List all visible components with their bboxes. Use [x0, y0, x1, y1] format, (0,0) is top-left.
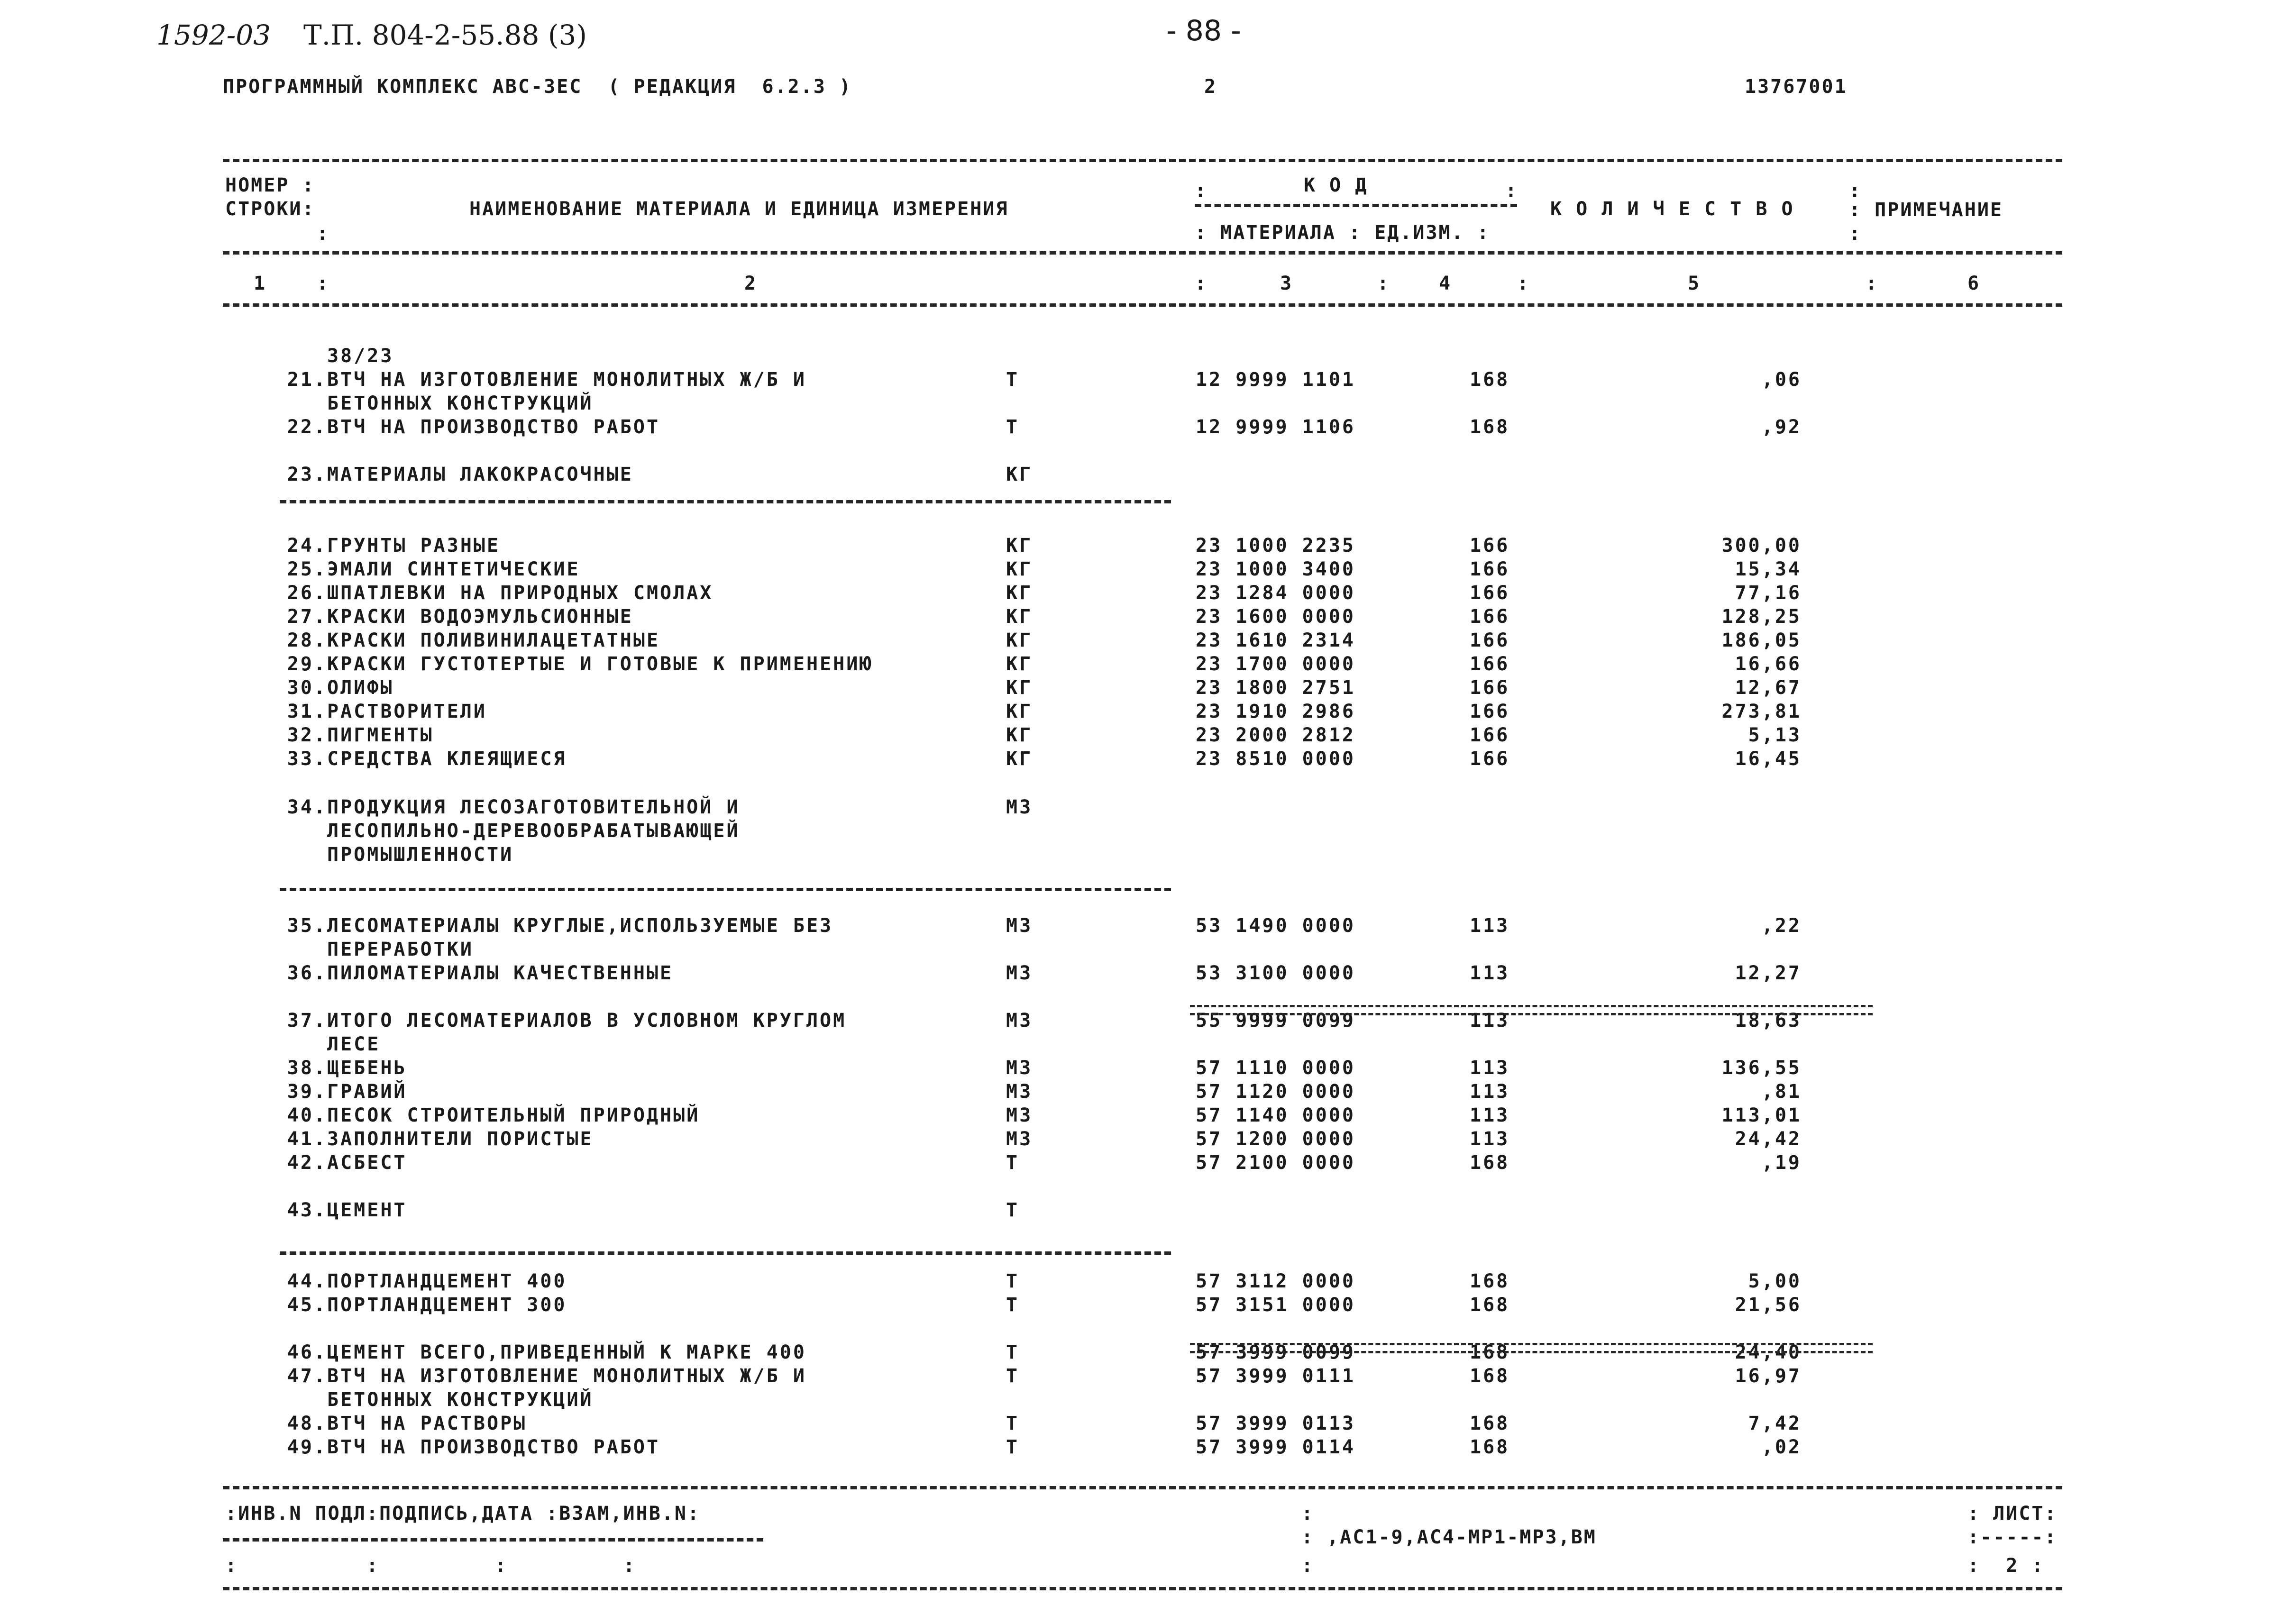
header-code-material: : МАТЕРИАЛА : ЕД.ИЗМ. : [1195, 222, 1490, 244]
material-name: ВТЧ НА ИЗГОТОВЛЕНИЕ МОНОЛИТНЫХ Ж/Б И [327, 1365, 806, 1387]
table-row [0, 1270, 2296, 1294]
material-code: 23 1610 2314 [1196, 630, 1355, 651]
column-numbers-separator [223, 303, 2062, 307]
colnum-4: 4 [1439, 273, 1452, 294]
row-number: 45. [287, 1294, 327, 1316]
material-name: ГРУНТЫ РАЗНЫЕ [327, 535, 501, 557]
table-row [0, 1081, 2296, 1104]
material-name: ВТЧ НА ПРОИЗВОДСТВО РАБОТ [327, 416, 660, 438]
table-row [0, 939, 2296, 962]
table-row [0, 1341, 2296, 1365]
footer-stamp-fields: :ИНВ.N ПОДЛ:ПОДПИСЬ,ДАТА :ВЗАМ,ИНВ.N: [225, 1503, 701, 1524]
table-row [0, 464, 2296, 487]
material-name: ПРОДУКЦИЯ ЛЕСОЗАГОТОВИТЕЛЬНОЙ И [327, 796, 740, 818]
table-row [0, 1294, 2296, 1318]
material-code: 12 9999 1106 [1196, 416, 1355, 438]
unit-code: 166 [1470, 558, 1510, 580]
unit: Т [1006, 1294, 1020, 1316]
quantity: ,06 [1761, 369, 1802, 391]
unit-code: 113 [1470, 1010, 1510, 1031]
material-name: ОЛИФЫ [327, 677, 394, 699]
material-name: СРЕДСТВА КЛЕЯЩИЕСЯ [327, 748, 567, 770]
unit-code: 168 [1470, 1294, 1510, 1316]
table-row [0, 416, 2296, 440]
material-name: ВТЧ НА ИЗГОТОВЛЕНИЕ МОНОЛИТНЫХ Ж/Б И [327, 369, 806, 391]
material-code: 57 2100 0000 [1196, 1152, 1355, 1174]
material-name: ИТОГО ЛЕСОМАТЕРИАЛОВ В УСЛОВНОМ КРУГЛОМ [327, 1010, 847, 1031]
unit-code: 168 [1470, 1413, 1510, 1434]
material-name: ЦЕМЕНТ [327, 1199, 407, 1221]
material-code: 23 1600 0000 [1196, 606, 1355, 628]
unit: Т [1006, 1413, 1020, 1434]
table-row [0, 1413, 2296, 1436]
unit: Т [1006, 1270, 1020, 1292]
material-code: 23 1800 2751 [1196, 677, 1355, 699]
quantity: 273,81 [1721, 701, 1802, 722]
unit: Т [1006, 1199, 1020, 1221]
table-row [0, 962, 2296, 986]
page-number: - 88 - [1166, 14, 1241, 47]
material-name: ЛЕСЕ [327, 1033, 381, 1055]
material-name: БЕТОННЫХ КОНСТРУКЦИЙ [327, 392, 594, 414]
document-code: Т.П. 804-2-55.88 (3) [303, 19, 587, 51]
material-code: 57 1140 0000 [1196, 1104, 1355, 1126]
quantity: 21,56 [1735, 1294, 1802, 1316]
header-code: К О Д [1304, 174, 1368, 196]
unit: Т [1006, 1152, 1020, 1174]
table-row [0, 1128, 2296, 1152]
row-number: 38. [287, 1057, 327, 1079]
material-code: 57 1110 0000 [1196, 1057, 1355, 1079]
quantity: 15,34 [1735, 558, 1802, 580]
row-number: 23. [287, 464, 327, 485]
material-code: 55 9999 0099 [1196, 1010, 1355, 1031]
quantity: 24,40 [1735, 1341, 1802, 1363]
material-name: ПОРТЛАНДЦЕМЕНТ 300 [327, 1294, 567, 1316]
sheet-mark: 2 [1204, 76, 1217, 98]
row-number: 27. [287, 606, 327, 628]
unit-code: 168 [1470, 1341, 1510, 1363]
unit: Т [1006, 369, 1020, 391]
material-name: АСБЕСТ [327, 1152, 407, 1174]
program-line: ПРОГРАММНЫЙ КОМПЛЕКС АВС-3ЕС ( РЕДАКЦИЯ 6.2.3 ) [223, 76, 852, 98]
material-name: ПОРТЛАНДЦЕМЕНТ 400 [327, 1270, 567, 1292]
unit: М3 [1006, 1104, 1033, 1126]
material-name: ЦЕМЕНТ ВСЕГО,ПРИВЕДЕННЫЙ К МАРКЕ 400 [327, 1341, 806, 1363]
row-number: 30. [287, 677, 327, 699]
header-row-no-2: СТРОКИ: [225, 198, 315, 220]
table-row [0, 1033, 2296, 1057]
header-code-left-bar: : [1195, 180, 1208, 202]
unit: КГ [1006, 724, 1033, 746]
quantity: ,81 [1761, 1081, 1802, 1103]
table-row [0, 820, 2296, 844]
material-code: 57 3151 0000 [1196, 1294, 1355, 1316]
material-code: 53 1490 0000 [1196, 915, 1355, 937]
footer-sheet-label: : ЛИСТ: [1967, 1503, 2058, 1524]
quantity: 77,16 [1735, 582, 1802, 604]
quantity: 16,45 [1735, 748, 1802, 770]
row-number: 26. [287, 582, 327, 604]
row-number: 42. [287, 1152, 327, 1174]
row-number: 44. [287, 1270, 327, 1292]
unit: М3 [1006, 1128, 1033, 1150]
quantity: ,02 [1761, 1436, 1802, 1458]
row-number: 34. [287, 796, 327, 818]
table-row [0, 535, 2296, 558]
handwritten-reference: 1592-03 [156, 19, 271, 51]
row-number: 31. [287, 701, 327, 722]
double-separator [1190, 1005, 1873, 1015]
footer-bar: : [1301, 1503, 1315, 1524]
header-note-bar-2: : [1849, 223, 1862, 245]
row-number: 22. [287, 416, 327, 438]
unit: КГ [1006, 558, 1033, 580]
unit-code: 168 [1470, 1270, 1510, 1292]
table-row [0, 345, 2296, 369]
colnum-6: 6 [1967, 273, 1981, 294]
unit-code: 166 [1470, 630, 1510, 651]
unit: М3 [1006, 962, 1033, 984]
material-name: ПЕРЕРАБОТКИ [327, 939, 474, 960]
material-name: ШПАТЛЕВКИ НА ПРИРОДНЫХ СМОЛАХ [327, 582, 713, 604]
material-name: БЕТОННЫХ КОНСТРУКЦИЙ [327, 1389, 594, 1411]
table-row [0, 558, 2296, 582]
row-number: 33. [287, 748, 327, 770]
unit-code: 166 [1470, 677, 1510, 699]
table-row [0, 701, 2296, 724]
unit: КГ [1006, 701, 1033, 722]
double-separator [1190, 1343, 1873, 1353]
unit: КГ [1006, 464, 1033, 485]
material-code: 12 9999 1101 [1196, 369, 1355, 391]
table-row [0, 1365, 2296, 1389]
unit-code: 166 [1470, 653, 1510, 675]
quantity: 12,27 [1735, 962, 1802, 984]
unit: КГ [1006, 606, 1033, 628]
unit: КГ [1006, 582, 1033, 604]
footer-cell-bars: : : : : [225, 1555, 636, 1577]
material-name: ЛЕСОПИЛЬНО-ДЕРЕВООБРАБАТЫВАЮЩЕЙ [327, 820, 740, 842]
row-number: 39. [287, 1081, 327, 1103]
table-row [0, 796, 2296, 820]
header-name: НАИМЕНОВАНИЕ МАТЕРИАЛА И ЕДИНИЦА ИЗМЕРЕНИЯ [469, 198, 1009, 220]
material-code: 23 1284 0000 [1196, 582, 1355, 604]
colnum-5: 5 [1688, 273, 1701, 294]
unit-code: 113 [1470, 915, 1510, 937]
material-code: 23 1700 0000 [1196, 653, 1355, 675]
unit: КГ [1006, 748, 1033, 770]
material-name: КРАСКИ ГУСТОТЕРТЫЕ И ГОТОВЫЕ К ПРИМЕНЕНИЮ [327, 653, 873, 675]
table-row [0, 748, 2296, 772]
material-name: ВТЧ НА РАСТВОРЫ [327, 1413, 527, 1434]
unit: М3 [1006, 915, 1033, 937]
quantity: 128,25 [1721, 606, 1802, 628]
table-row [0, 392, 2296, 416]
table-row [0, 1389, 2296, 1413]
table-row [0, 1152, 2296, 1176]
unit-code: 166 [1470, 606, 1510, 628]
row-number: 36. [287, 962, 327, 984]
table-row [0, 724, 2296, 748]
row-number: 24. [287, 535, 327, 557]
table-row [0, 1010, 2296, 1033]
unit: Т [1006, 1436, 1020, 1458]
row-number: 43. [287, 1199, 327, 1221]
material-code: 23 8510 0000 [1196, 748, 1355, 770]
header-separator [223, 251, 2062, 255]
table-top-border [223, 159, 2062, 162]
unit: Т [1006, 416, 1020, 438]
material-code: 57 3112 0000 [1196, 1270, 1355, 1292]
table-row [0, 1057, 2296, 1081]
quantity: 16,97 [1735, 1365, 1802, 1387]
header-quantity: К О Л И Ч Е С Т В О [1550, 198, 1794, 220]
unit-code: 113 [1470, 962, 1510, 984]
unit-code: 168 [1470, 1152, 1510, 1174]
unit: КГ [1006, 677, 1033, 699]
colnum-bar: : [1195, 273, 1208, 294]
unit-code: 166 [1470, 724, 1510, 746]
footer-sheet-line: :-----: [1967, 1526, 2058, 1548]
table-row [0, 915, 2296, 939]
row-number: 37. [287, 1010, 327, 1031]
quantity: ,22 [1761, 915, 1802, 937]
row-number: 25. [287, 558, 327, 580]
footer-designation: : ,АС1-9,АС4-МР1-МР3,ВМ [1301, 1526, 1597, 1548]
row-number: 21. [287, 369, 327, 391]
row-number: 49. [287, 1436, 327, 1458]
material-name: ПИЛОМАТЕРИАЛЫ КАЧЕСТВЕННЫЕ [327, 962, 674, 984]
table-row [0, 844, 2296, 867]
colnum-3: 3 [1280, 273, 1293, 294]
table-row [0, 630, 2296, 653]
quantity: 5,00 [1748, 1270, 1802, 1292]
material-name: ЗАПОЛНИТЕЛИ ПОРИСТЫЕ [327, 1128, 594, 1150]
material-name: ЭМАЛИ СИНТЕТИЧЕСКИЕ [327, 558, 580, 580]
material-code: 57 3999 0114 [1196, 1436, 1355, 1458]
quantity: ,92 [1761, 416, 1802, 438]
material-name: ПРОМЫШЛЕННОСТИ [327, 844, 514, 866]
unit-code: 166 [1470, 535, 1510, 557]
unit: М3 [1006, 1010, 1033, 1031]
unit: КГ [1006, 653, 1033, 675]
unit-code: 113 [1470, 1057, 1510, 1079]
header-colon: : [317, 223, 330, 245]
row-number: 40. [287, 1104, 327, 1126]
material-code: 53 3100 0000 [1196, 962, 1355, 984]
quantity: 136,55 [1721, 1057, 1802, 1079]
unit: Т [1006, 1365, 1020, 1387]
material-code: 23 1910 2986 [1196, 701, 1355, 722]
footer-inner-line [223, 1538, 763, 1542]
unit: М3 [1006, 1081, 1033, 1103]
colnum-bar: : [1866, 273, 1879, 294]
row-number: 29. [287, 653, 327, 675]
table-row [0, 606, 2296, 630]
quantity: 7,42 [1748, 1413, 1802, 1434]
footer-sheet-value: : 2 : [1967, 1555, 2045, 1577]
quantity: 24,42 [1735, 1128, 1802, 1150]
section-separator [280, 888, 1171, 891]
material-name: РАСТВОРИТЕЛИ [327, 701, 487, 722]
material-name: КРАСКИ ПОЛИВИНИЛАЦЕТАТНЫЕ [327, 630, 660, 651]
material-name: КРАСКИ ВОДОЭМУЛЬСИОННЫЕ [327, 606, 633, 628]
colnum-bar: : [1377, 273, 1390, 294]
quantity: 18,63 [1735, 1010, 1802, 1031]
material-name: ЛЕСОМАТЕРИАЛЫ КРУГЛЫЕ,ИСПОЛЬЗУЕМЫЕ БЕЗ [327, 915, 833, 937]
header-note-bar: : [1849, 180, 1862, 202]
unit-code: 168 [1470, 1365, 1510, 1387]
unit-code: 113 [1470, 1128, 1510, 1150]
unit-code: 113 [1470, 1104, 1510, 1126]
unit-code: 168 [1470, 369, 1510, 391]
table-row [0, 1104, 2296, 1128]
quantity: 186,05 [1721, 630, 1802, 651]
footer-bottom-border [223, 1587, 2062, 1590]
unit-code: 166 [1470, 582, 1510, 604]
unit-code: 168 [1470, 1436, 1510, 1458]
material-name: ВТЧ НА ПРОИЗВОДСТВО РАБОТ [327, 1436, 660, 1458]
quantity: 16,66 [1735, 653, 1802, 675]
colnum-bar: : [1517, 273, 1530, 294]
material-code: 57 1200 0000 [1196, 1128, 1355, 1150]
unit-code: 168 [1470, 416, 1510, 438]
material-code: 57 3999 0113 [1196, 1413, 1355, 1434]
unit: КГ [1006, 630, 1033, 651]
unit: КГ [1006, 535, 1033, 557]
unit-code: 113 [1470, 1081, 1510, 1103]
unit-code: 166 [1470, 748, 1510, 770]
material-name: ПИГМЕНТЫ [327, 724, 434, 746]
material-code: 23 1000 3400 [1196, 558, 1355, 580]
row-number: 41. [287, 1128, 327, 1150]
code-subheader-line [1195, 204, 1517, 207]
footer-top-border [223, 1486, 2062, 1489]
document-number: 13767001 [1745, 76, 1848, 98]
material-code: 57 3999 0111 [1196, 1365, 1355, 1387]
section-separator [280, 1251, 1171, 1255]
colnum-2: 2 [744, 273, 758, 294]
unit: М3 [1006, 1057, 1033, 1079]
material-code: 57 3999 0099 [1196, 1341, 1355, 1363]
quantity: 113,01 [1721, 1104, 1802, 1126]
material-name: МАТЕРИАЛЫ ЛАКОКРАСОЧНЫЕ [327, 464, 633, 485]
table-row [0, 677, 2296, 701]
material-code: 23 1000 2235 [1196, 535, 1355, 557]
row-number: 35. [287, 915, 327, 937]
material-code: 23 2000 2812 [1196, 724, 1355, 746]
colnum-1: 1 [254, 273, 267, 294]
row-number: 32. [287, 724, 327, 746]
quantity: ,19 [1761, 1152, 1802, 1174]
row-number: 28. [287, 630, 327, 651]
footer-bar: : [1301, 1555, 1315, 1577]
material-name: ЩЕБЕНЬ [327, 1057, 407, 1079]
table-row [0, 653, 2296, 677]
material-name: ГРАВИЙ [327, 1081, 407, 1103]
material-name: 38/23 [327, 345, 394, 367]
header-row-no-1: НОМЕР : [225, 174, 315, 196]
unit: М3 [1006, 796, 1033, 818]
row-number: 46. [287, 1341, 327, 1363]
section-separator [280, 500, 1171, 503]
header-code-right-bar: : [1505, 180, 1518, 202]
row-number: 47. [287, 1365, 327, 1387]
table-row [0, 1199, 2296, 1223]
table-row [0, 582, 2296, 606]
table-row [0, 1436, 2296, 1460]
unit: Т [1006, 1341, 1020, 1363]
header-note: : ПРИМЕЧАНИЕ [1849, 199, 2003, 221]
table-row [0, 369, 2296, 392]
material-name: ПЕСОК СТРОИТЕЛЬНЫЙ ПРИРОДНЫЙ [327, 1104, 700, 1126]
quantity: 300,00 [1721, 535, 1802, 557]
unit-code: 166 [1470, 701, 1510, 722]
colnum-bar: : [317, 273, 330, 294]
row-number: 48. [287, 1413, 327, 1434]
quantity: 12,67 [1735, 677, 1802, 699]
material-code: 57 1120 0000 [1196, 1081, 1355, 1103]
quantity: 5,13 [1748, 724, 1802, 746]
